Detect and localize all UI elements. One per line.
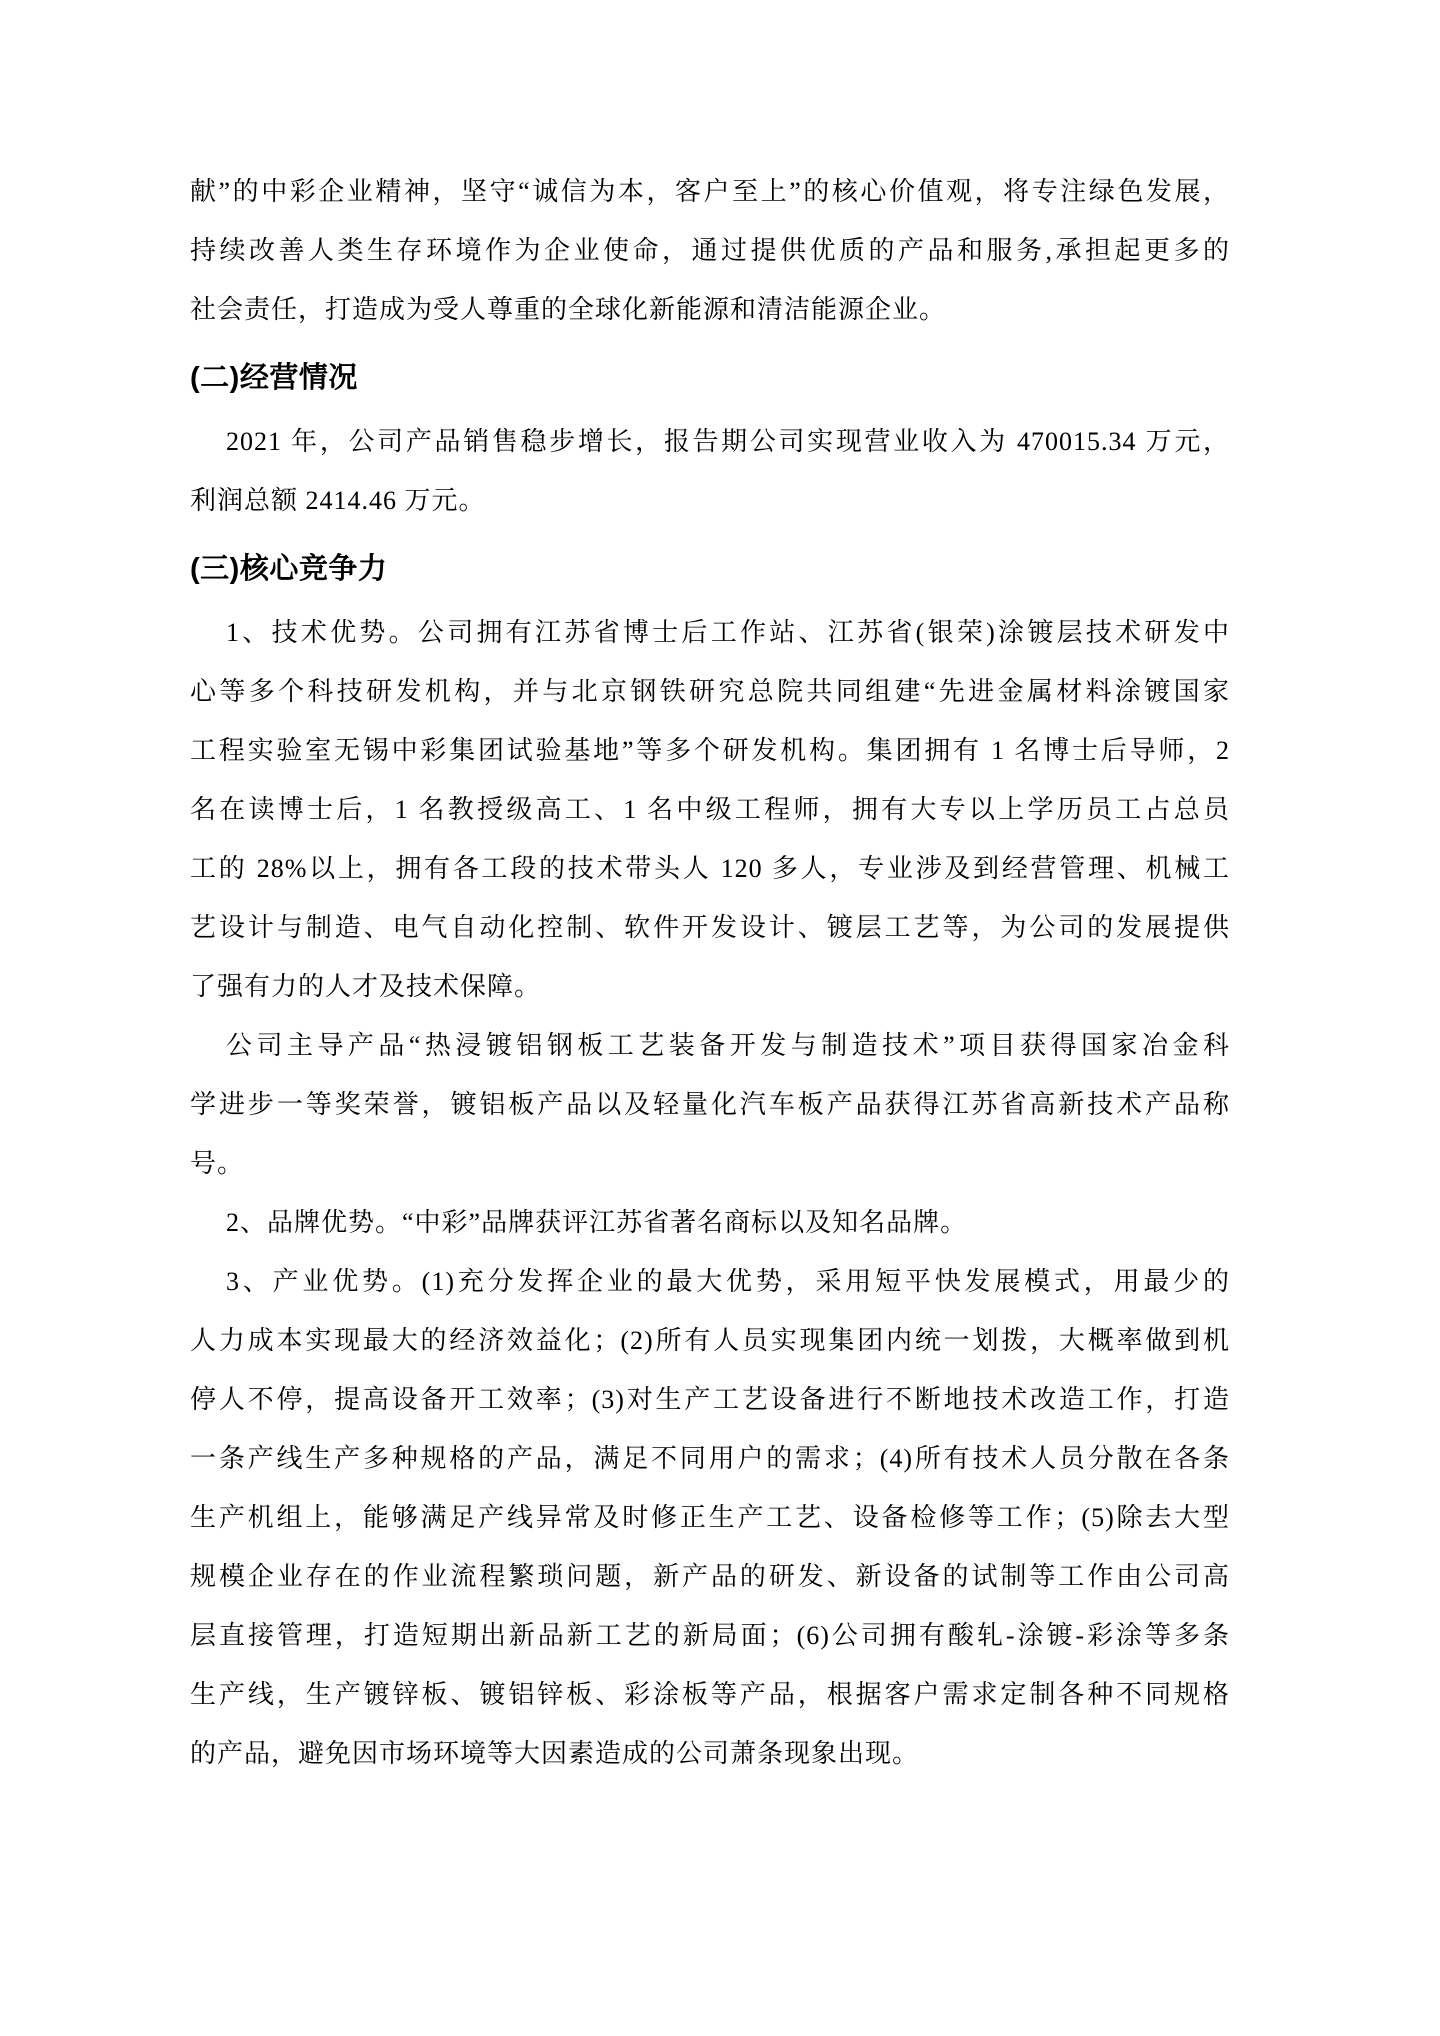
document-line: 2、品牌优势。“中彩”品牌获评江苏省著名商标以及知名品牌。 (226, 1208, 968, 1237)
document-line: 2021 年，公司产品销售稳步增长，报告期公司实现营业收入为 470015.34 万元， (226, 427, 1230, 456)
document-line: 层直接管理，打造短期出新品新工艺的新局面；(6)公司拥有酸轧-涂镀-彩涂等多条 (190, 1621, 1230, 1650)
document-line: 利润总额 2414.46 万元。 (190, 486, 486, 515)
document-line: 公司主导产品“热浸镀铝钢板工艺装备开发与制造技术”项目获得国家冶金科 (226, 1031, 1230, 1060)
document-line: 艺设计与制造、电气自动化控制、软件开发设计、镀层工艺等，为公司的发展提供 (190, 913, 1230, 942)
document-line: 1、技术优势。公司拥有江苏省博士后工作站、江苏省(银荣)涂镀层技术研发中 (226, 618, 1230, 647)
document-line: 的产品，避免因市场环境等大因素造成的公司萧条现象出现。 (190, 1739, 920, 1768)
document-line: 工的 28%以上，拥有各工段的技术带头人 120 多人，专业涉及到经营管理、机械工 (190, 854, 1230, 883)
document-line: 号。 (190, 1149, 245, 1178)
document-line: 工程实验室无锡中彩集团试验基地”等多个研发机构。集团拥有 1 名博士后导师，2 (190, 736, 1230, 765)
document-line: 了强有力的人才及技术保障。 (190, 972, 542, 1001)
section-heading-operations: (二)经营情况 (190, 362, 358, 394)
document-line: 学进步一等奖荣誉，镀铝板产品以及轻量化汽车板产品获得江苏省高新技术产品称 (190, 1090, 1230, 1119)
document-line: 人力成本实现最大的经济效益化；(2)所有人员实现集团内统一划拨，大概率做到机 (190, 1326, 1230, 1355)
document-line: 3、产业优势。(1)充分发挥企业的最大优势，采用短平快发展模式，用最少的 (226, 1267, 1230, 1296)
document-line: 停人不停，提高设备开工效率；(3)对生产工艺设备进行不断地技术改造工作，打造 (190, 1385, 1230, 1414)
section-heading-core-competitiveness: (三)核心竞争力 (190, 553, 388, 585)
document-line: 社会责任，打造成为受人尊重的全球化新能源和清洁能源企业。 (190, 295, 947, 324)
document-line: 名在读博士后，1 名教授级高工、1 名中级工程师，拥有大专以上学历员工占总员 (190, 795, 1230, 824)
document-line: 生产机组上，能够满足产线异常及时修正生产工艺、设备检修等工作；(5)除去大型 (190, 1503, 1230, 1532)
document-line: 持续改善人类生存环境作为企业使命，通过提供优质的产品和服务,承担起更多的 (190, 236, 1230, 265)
document-line: 一条产线生产多种规格的产品，满足不同用户的需求；(4)所有技术人员分散在各条 (190, 1444, 1230, 1473)
document-line: 心等多个科技研发机构，并与北京钢铁研究总院共同组建“先进金属材料涂镀国家 (190, 677, 1230, 706)
document-line: 规模企业存在的作业流程繁琐问题，新产品的研发、新设备的试制等工作由公司高 (190, 1562, 1230, 1591)
document-line: 献”的中彩企业精神，坚守“诚信为本，客户至上”的核心价值观，将专注绿色发展， (190, 177, 1230, 206)
document-line: 生产线，生产镀锌板、镀铝锌板、彩涂板等产品，根据客户需求定制各种不同规格 (190, 1680, 1230, 1709)
